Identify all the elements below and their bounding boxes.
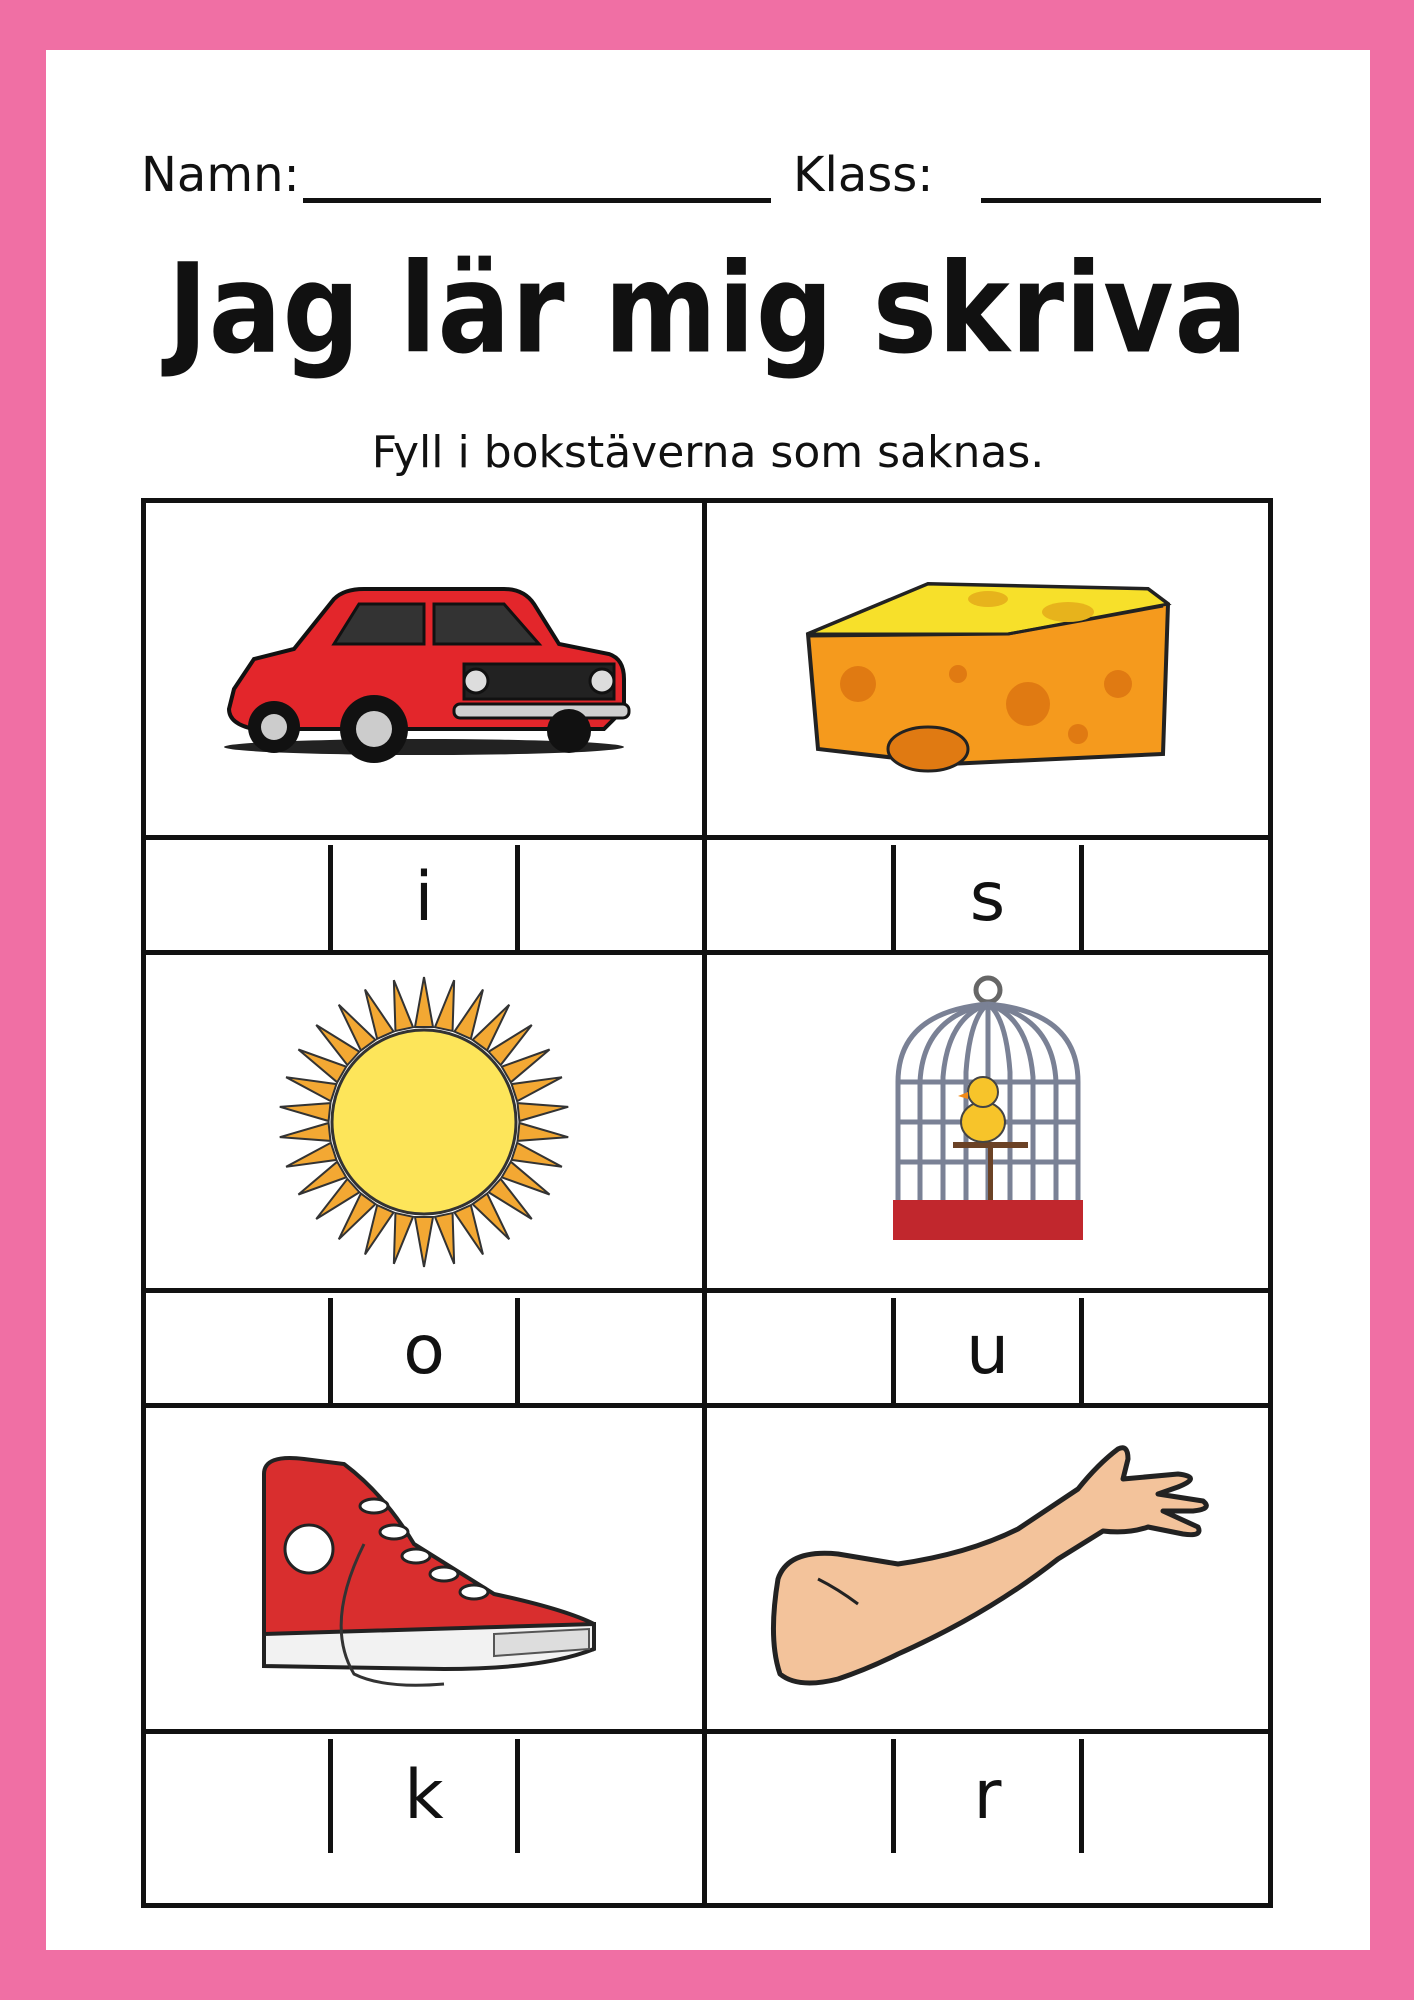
letter-box[interactable] xyxy=(146,1298,333,1403)
letter-box[interactable]: o xyxy=(333,1298,520,1403)
word-card-car xyxy=(146,503,702,950)
birdcage-icon xyxy=(888,972,1088,1272)
letter-box[interactable]: s xyxy=(896,845,1085,950)
letter-box[interactable] xyxy=(1084,845,1268,950)
picture-area xyxy=(707,1408,1268,1734)
letter-box[interactable]: u xyxy=(896,1298,1085,1403)
letter-boxes xyxy=(707,1739,1268,1853)
page-title: Jag lär mig skriva xyxy=(167,237,1249,382)
student-info-row xyxy=(141,140,1321,210)
word-card-sneaker xyxy=(146,1408,702,1903)
sneaker-icon xyxy=(244,1444,604,1694)
picture-area xyxy=(146,955,702,1293)
picture-area xyxy=(146,1408,702,1734)
letter-box[interactable] xyxy=(520,1298,702,1403)
letter-box[interactable] xyxy=(520,1739,702,1853)
worksheet xyxy=(46,50,1370,1950)
letter-box[interactable] xyxy=(707,1298,896,1403)
letter-box[interactable]: r xyxy=(896,1739,1085,1853)
cheese-icon xyxy=(798,564,1178,774)
letter-box[interactable] xyxy=(1084,1739,1268,1853)
word-card-cheese xyxy=(707,503,1268,950)
picture-area xyxy=(707,503,1268,840)
class-field[interactable] xyxy=(981,198,1321,203)
letter-box[interactable] xyxy=(520,845,702,950)
word-card-birdcage xyxy=(707,955,1268,1403)
picture-area xyxy=(146,503,702,840)
letter-box[interactable]: i xyxy=(333,845,520,950)
arm-icon xyxy=(758,1439,1218,1699)
instructions: Fyll i bokstäverna som saknas. xyxy=(371,427,1045,478)
letter-box[interactable] xyxy=(146,1739,333,1853)
letter-box[interactable] xyxy=(146,845,333,950)
letter-box[interactable]: k xyxy=(333,1739,520,1853)
name-label: Namn: xyxy=(141,147,300,203)
name-field[interactable] xyxy=(303,198,771,203)
letter-box[interactable] xyxy=(707,845,896,950)
word-card-arm xyxy=(707,1408,1268,1903)
letter-boxes xyxy=(146,1298,702,1403)
letter-boxes xyxy=(146,1739,702,1853)
letter-boxes xyxy=(707,845,1268,950)
word-grid xyxy=(141,498,1273,1908)
letter-box[interactable] xyxy=(1084,1298,1268,1403)
class-label: Klass: xyxy=(793,147,934,203)
picture-area xyxy=(707,955,1268,1293)
letter-boxes xyxy=(707,1298,1268,1403)
sun-icon xyxy=(274,972,574,1272)
letter-box[interactable] xyxy=(707,1739,896,1853)
word-card-sun xyxy=(146,955,702,1403)
car-icon xyxy=(214,569,634,769)
letter-boxes xyxy=(146,845,702,950)
